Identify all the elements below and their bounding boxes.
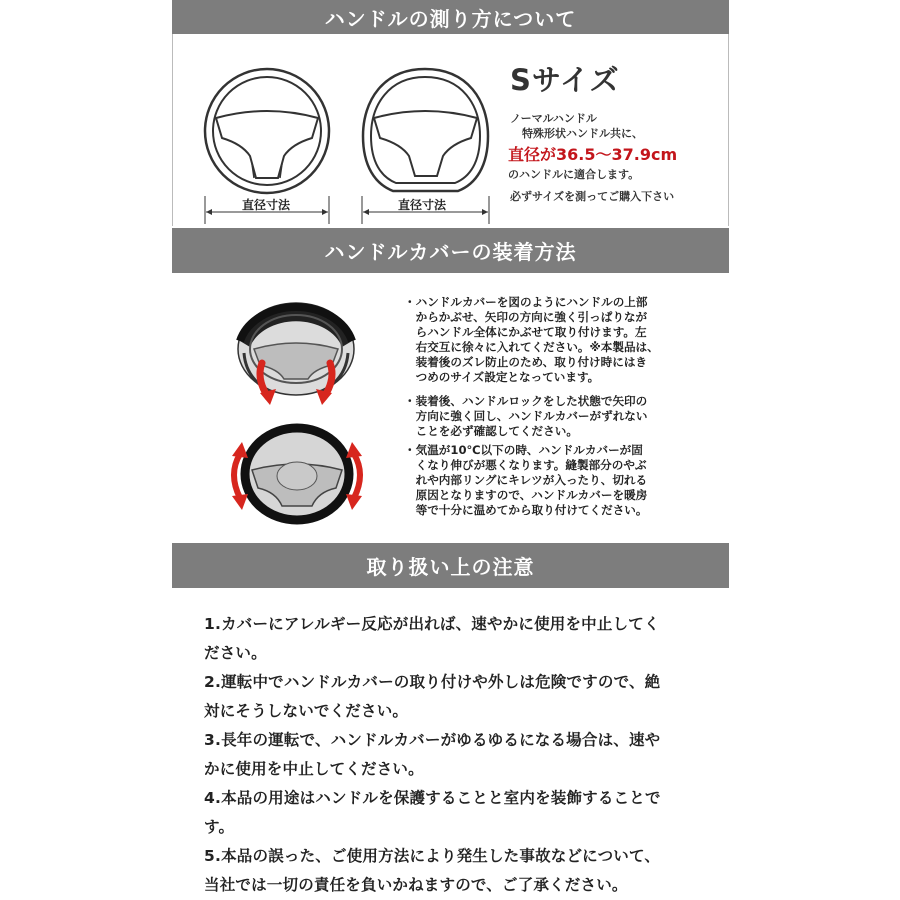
caution-line: 2.運転中でハンドルカバーの取り付けや外しは危険ですので、絶 (204, 673, 661, 691)
diameter-range: 直径が36.5〜37.9cm (508, 145, 678, 164)
section-header-caution: 取り扱い上の注意 (172, 543, 729, 588)
caution-line: 対にそうしないでください。 (204, 702, 409, 720)
caution-line: かに使用を中止してください。 (204, 760, 424, 778)
caution-line: ださい。 (204, 644, 267, 662)
install-line: ・装着後、ハンドルロックをした状態で矢印の (404, 394, 648, 408)
size-line-notice: 必ずサイズを測ってご購入下さい (510, 190, 675, 203)
cover-rotate-wheel-icon (224, 418, 370, 532)
install-line: ・ハンドルカバーを図のようにハンドルの上部 (404, 295, 648, 309)
install-line: ・気温が10℃以下の時、ハンドルカバーが固 (404, 443, 643, 457)
caution-line: 3.長年の運転で、ハンドルカバーがゆるゆるになる場合は、速や (204, 731, 661, 749)
caution-line: 1.カバーにアレルギー反応が出れば、速やかに使用を中止してく (204, 615, 660, 633)
diameter-label-right: 直径寸法 (398, 198, 447, 212)
install-line: くなり伸びが悪くなります。縫製部分のやぶ (404, 458, 647, 472)
cover-install-wheel-icon (230, 293, 366, 413)
install-line: らハンドル全体にかぶせて取り付けます。左 (404, 325, 647, 339)
diameter-label-left: 直径寸法 (242, 198, 291, 212)
section-header-install: ハンドルカバーの装着方法 (172, 228, 729, 273)
install-line: 等で十分に温めてから取り付けてください。 (404, 503, 648, 517)
size-title: Sサイズ (510, 63, 620, 97)
size-line-fit: のハンドルに適合します。 (508, 168, 640, 181)
caution-line: 5.本品の誤った、ご使用方法により発生した事故などについて、 (204, 847, 661, 865)
measure-section (172, 34, 729, 228)
size-line-normal: ノーマルハンドル (510, 112, 597, 125)
install-line: 原因となりますので、ハンドルカバーを暖房 (404, 488, 648, 502)
install-line: 右交互に徐々に入れてください。※本製品は、 (404, 340, 659, 354)
install-line: れや内部リングにキレツが入ったり、切れる (404, 473, 648, 487)
install-line: つめのサイズ設定となっています。 (404, 370, 600, 384)
install-line: からかぶせ、矢印の方向に強く引っぱりなが (404, 310, 648, 324)
install-line: 方向に強く回し、ハンドルカバーがずれない (404, 409, 648, 423)
section-header-measure: ハンドルの測り方について (172, 0, 729, 34)
caution-line: 当社では一切の責任を負いかねますので、ご了承ください。 (204, 876, 628, 894)
install-line: ことを必ず確認してください。 (404, 424, 578, 438)
caution-line: す。 (204, 818, 235, 836)
caution-section (172, 588, 729, 900)
install-line: 装着後のズレ防止のため、取り付け時にはき (404, 355, 648, 369)
size-line-special: 特殊形状ハンドル共に、 (522, 127, 643, 140)
install-section (172, 273, 729, 543)
caution-line: 4.本品の用途はハンドルを保護することと室内を装飾することで (204, 789, 661, 807)
